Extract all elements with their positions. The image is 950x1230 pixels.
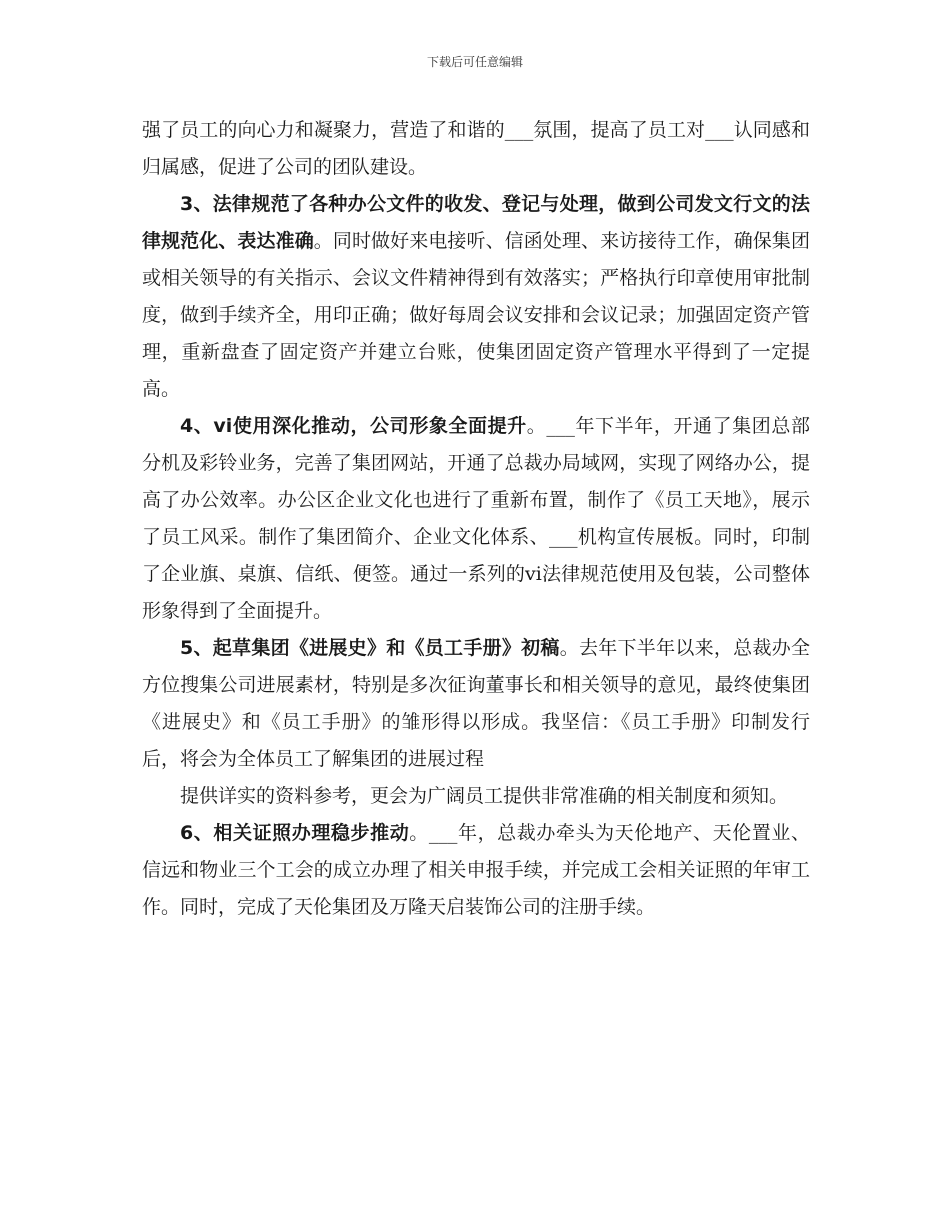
paragraph-item-5-continued [142, 778, 810, 815]
paragraph-item-6 [142, 815, 810, 926]
paragraph-text: 强了员工的向心力和凝聚力，营造了和谐的___氛围，提高了员工对___认同感和归属感，促进了公司的团队建设。 [142, 119, 810, 178]
paragraph-text: 提供详实的资料参考，更会为广阔员工提供非常准确的相关制度和须知。 [180, 785, 789, 807]
paragraph-heading: 6、相关证照办理稳步推动 [180, 822, 410, 844]
page-header: 下载后可任意编辑 [426, 55, 523, 69]
paragraph-item-3 [142, 186, 810, 408]
paragraph-heading: 4、vi使用深化推动，公司形象全面提升 [180, 415, 527, 437]
paragraph-heading: 3、法律规范了各种办公文件的收发、登记与处理，做到公司发文行文的法律规范化、表达准确 [142, 193, 810, 252]
paragraph-text: 。___年，总裁办牵头为天伦地产、天伦置业、信远和物业三个工会的成立办理了相关申报手续，并完成工会相关证照的年审工作。同时，完成了天伦集团及万隆天启装饰公司的注册手续。 [142, 822, 810, 918]
paragraph-text: 。同时做好来电接听、信函处理、来访接待工作，确保集团或相关领导的有关指示、会议文件精神得到有效落实；严格执行印章使用审批制度，做到手续齐全，用印正确；做好每周会议安排和会议记录；加强固定资产管理，重新盘查了固定资产并建立台账，使集团固定资产管理水平得到了一定提高。 [142, 230, 810, 400]
paragraph-heading: 5、起草集团《进展史》和《员工手册》初稿 [180, 637, 560, 659]
paragraph-item-5 [142, 630, 810, 778]
document-body [142, 112, 810, 926]
paragraph-continuation [142, 112, 810, 186]
paragraph-text: 。___年下半年，开通了集团总部分机及彩铃业务，完善了集团网站，开通了总裁办局域网，实现了网络办公，提高了办公效率。办公区企业文化也进行了重新布置，制作了《员工天地》，展示了员工风采。制作了集团简介、企业文化体系、___机构宣传展板。同时，印制了企业旗、桌旗、信纸、便签。通过一系列的vi法律规范使用及包装，公司整体形象得到了全面提升。 [142, 415, 810, 622]
paragraph-item-4 [142, 408, 810, 630]
paragraph-text: 。去年下半年以来，总裁办全方位搜集公司进展素材，特别是多次征询董事长和相关领导的意见，最终使集团《进展史》和《员工手册》的雏形得以形成。我坚信：《员工手册》印制发行后，将会为全体员工了解集团的进展过程 [142, 637, 810, 770]
